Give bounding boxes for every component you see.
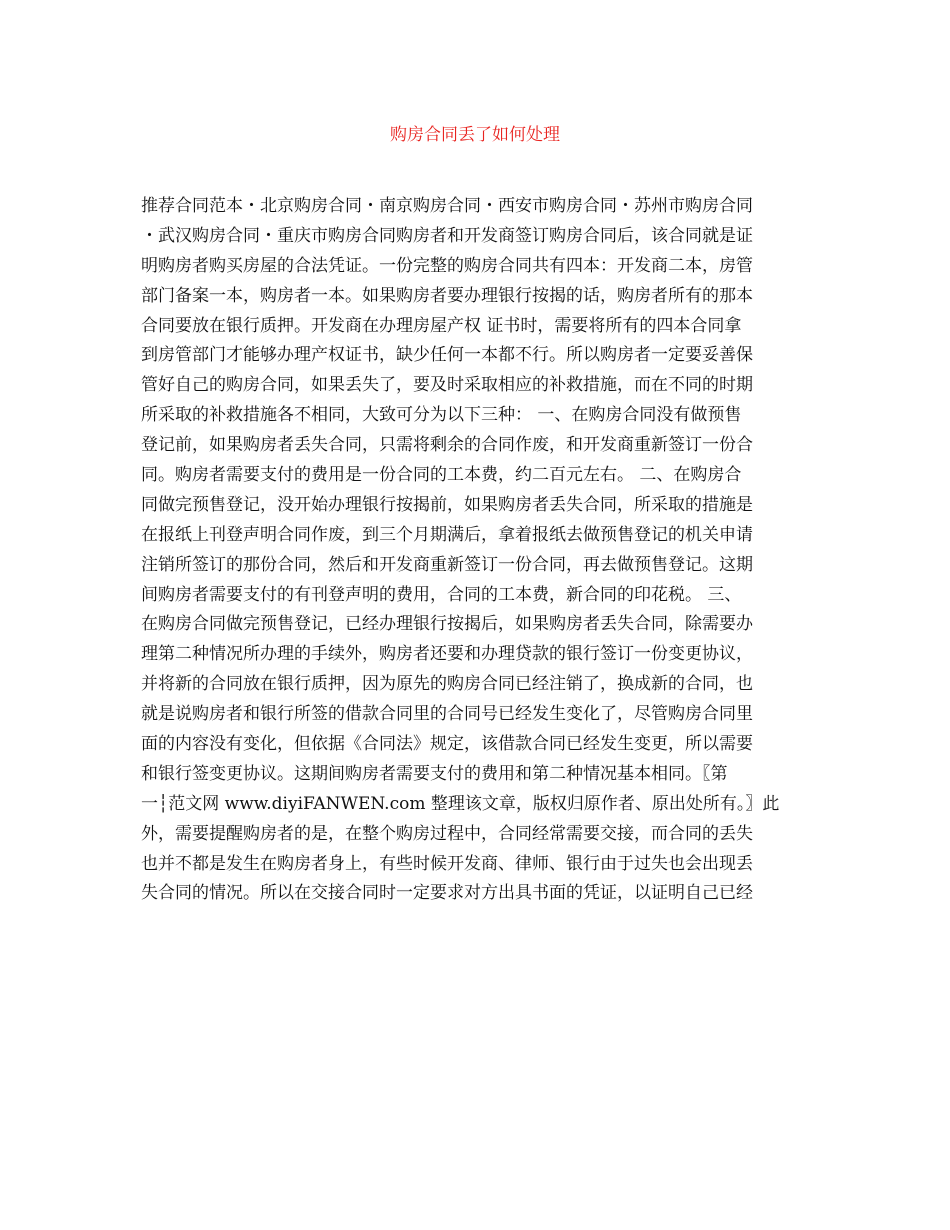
text-line: 和银行签变更协议。这期间购房者需要支付的费用和第二种情况基本相同。〖第	[141, 763, 728, 784]
text-line: 一┆范文网 www.diyiFANWEN.com 整理该文章，版权归原作者、原出处所有。〗此	[141, 793, 780, 814]
text-line: 到房管部门才能够办理产权证书，缺少任何一本都不行。所以购房者一定要妥善保	[141, 345, 753, 366]
text-line: 在报纸上刊登声明合同作废，到三个月期满后，拿着报纸去做预售登记的机关申请	[141, 524, 753, 545]
text-line: 间购房者需要支付的有刊登声明的费用，合同的工本费，新合同的印花税。 三、	[141, 584, 742, 605]
text-line: 并将新的合同放在银行质押，因为原先的购房合同已经注销了，换成新的合同，也	[141, 674, 753, 695]
text-line: ・武汉购房合同・重庆市购房合同购房者和开发商签订购房合同后，该合同就是证	[141, 225, 753, 246]
text-line: 部门备案一本，购房者一本。如果购房者要办理银行按揭的话，购房者所有的那本	[141, 285, 753, 306]
text-line: 合同要放在银行质押。开发商在办理房屋产权 证书时，需要将所有的四本合同拿	[141, 315, 742, 336]
text-line: 同。购房者需要支付的费用是一份合同的工本费，约二百元左右。 二、在购房合	[141, 465, 742, 486]
text-line: 面的内容没有变化，但依据《合同法》规定，该借款合同已经发生变更，所以需要	[141, 734, 753, 755]
text-line: 失合同的情况。所以在交接合同时一定要求对方出具书面的凭证，以证明自己已经	[141, 883, 753, 904]
text-line: 同做完预售登记，没开始办理银行按揭前，如果购房者丢失合同，所采取的措施是	[141, 494, 753, 515]
text-line: 外，需要提醒购房者的是，在整个购房过程中，合同经常需要交接，而合同的丢失	[141, 823, 753, 844]
text-line: 管好自己的购房合同，如果丢失了，要及时采取相应的补救措施，而在不同的时期	[141, 375, 753, 396]
text-line: 在购房合同做完预售登记，已经办理银行按揭后，如果购房者丢失合同，除需要办	[141, 614, 753, 635]
text-line: 注销所签订的那份合同，然后和开发商重新签订一份合同，再去做预售登记。这期	[141, 554, 753, 575]
text-line: 理第二种情况所办理的手续外，购房者还要和办理贷款的银行签订一份变更协议，	[141, 644, 753, 665]
text-line: 就是说购房者和银行所签的借款合同里的合同号已经发生变化了，尽管购房合同里	[141, 704, 753, 725]
text-line: 明购房者购买房屋的合法凭证。一份完整的购房合同共有四本：开发商二本，房管	[141, 255, 753, 276]
body-paragraph	[141, 192, 813, 909]
text-line: 登记前，如果购房者丢失合同，只需将剩余的合同作废，和开发商重新签订一份合	[141, 435, 753, 456]
text-line: 所采取的补救措施各不相同，大致可分为以下三种： 一、在购房合同没有做预售	[141, 405, 742, 426]
text-line: 推荐合同范本・北京购房合同・南京购房合同・西安市购房合同・苏州市购房合同	[141, 196, 753, 216]
text-line: 也并不都是发生在购房者身上，有些时候开发商、律师、银行由于过失也会出现丢	[141, 853, 753, 874]
page-title: 购房合同丢了如何处理	[390, 125, 560, 145]
